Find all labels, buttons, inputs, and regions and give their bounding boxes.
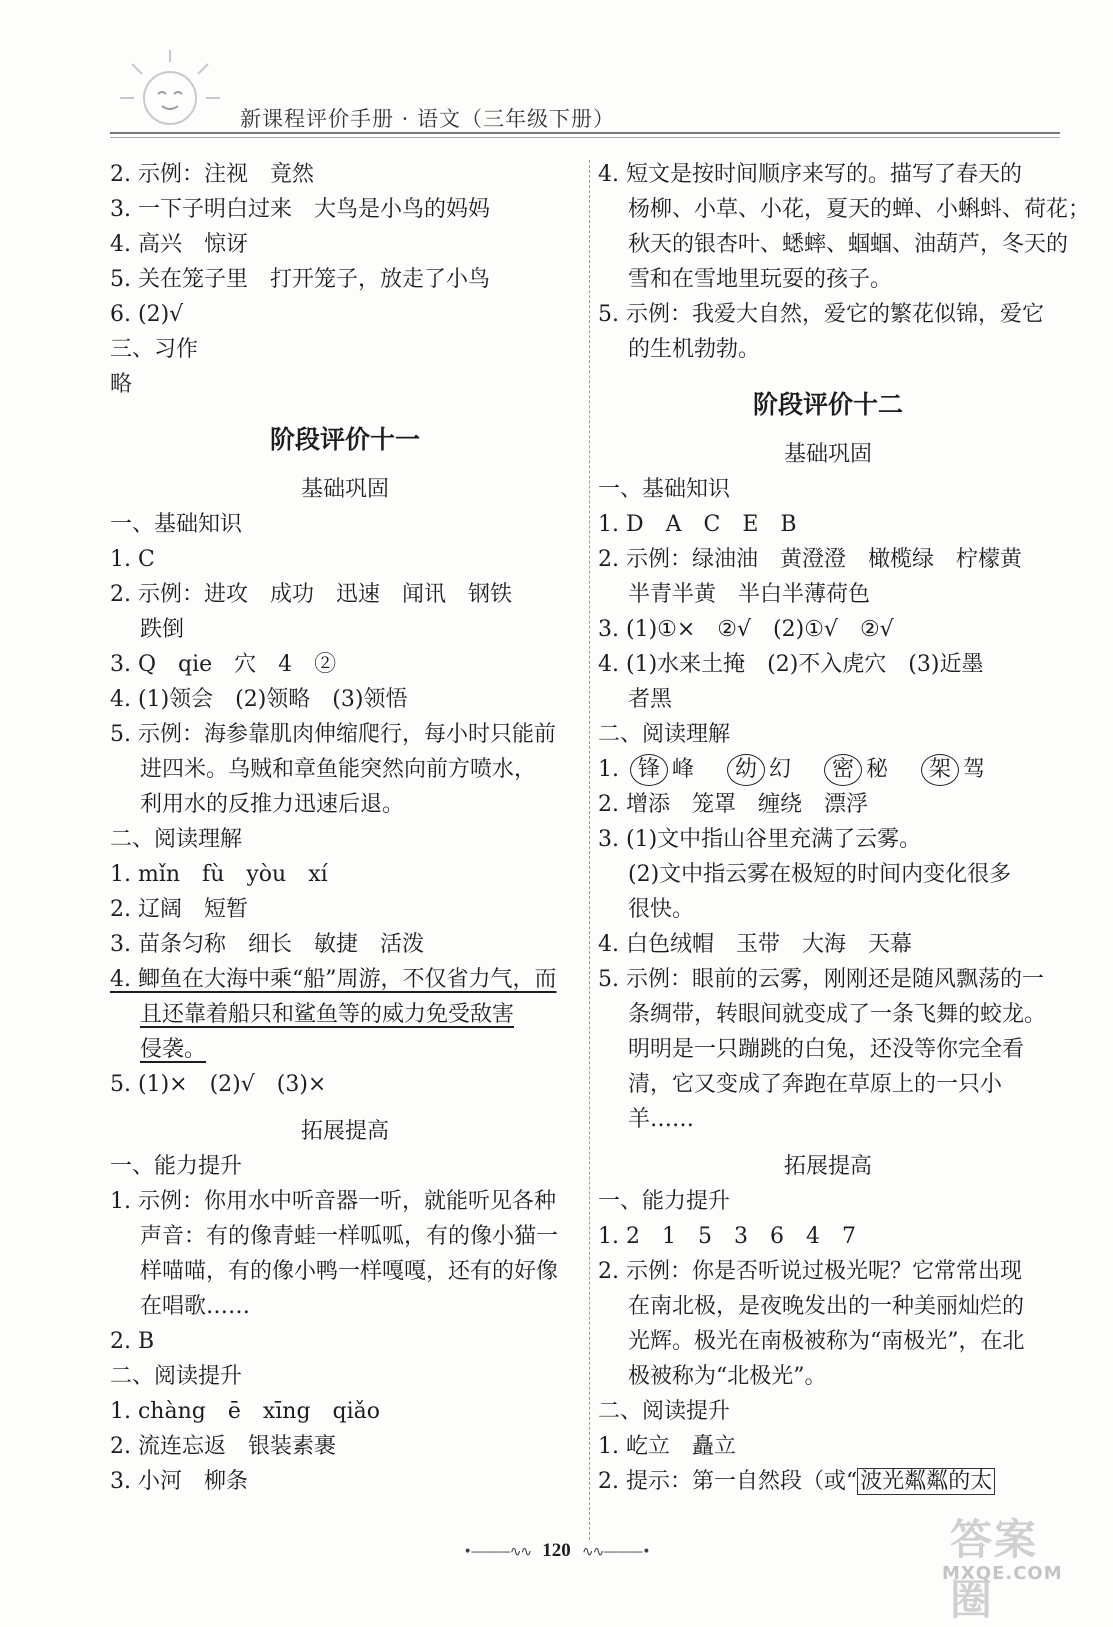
column-divider — [589, 160, 591, 1540]
watermark-logo: 答案圈 — [950, 1515, 1039, 1624]
answer-line: 进四米。乌贼和章鱼能突然向前方喷水， — [140, 757, 537, 782]
answer-line: 2. 辽阔 短暂 — [110, 897, 248, 922]
answer-line: 明明是一只蹦跳的白兔，还没等你完全看 — [628, 1037, 1025, 1062]
answer-line: 羊…… — [628, 1107, 695, 1132]
answer-line: 3. Q qie 穴 4 ② — [110, 652, 337, 677]
subsection-title: 基础巩固 — [300, 477, 389, 502]
circled-char: 锋 — [630, 754, 668, 786]
right-column — [598, 157, 1091, 1499]
answer-line: 2. B — [110, 1329, 155, 1354]
header-rule-thin — [110, 137, 1060, 138]
section-heading: 二、阅读提升 — [598, 1399, 731, 1424]
answer-line: 1. C — [110, 547, 155, 572]
answer-line: 2. 示例：你是否听说过极光呢？它常常出现 — [598, 1259, 1022, 1284]
circled-char: 架 — [921, 754, 959, 786]
paired-char: 秘 — [866, 757, 889, 782]
answer-line: 很快。 — [628, 897, 695, 922]
answer-line: 3. (1)文中指山谷里充满了云雾。 — [598, 827, 922, 852]
answer-line: 2. 示例：绿油油 黄澄澄 橄榄绿 柠檬黄 — [598, 547, 1022, 572]
answer-line: 5. 示例：我爱大自然，爱它的繁花似锦，爱它 — [598, 302, 1044, 327]
boxed-text: 波光粼粼的太 — [857, 1468, 995, 1495]
answer-line: 5. (1)× (2)√ (3)× — [110, 1072, 327, 1097]
paired-char: 驾 — [963, 757, 986, 782]
circled-pairs-line — [598, 752, 1058, 787]
paired-char: 幻 — [769, 757, 792, 782]
answer-line: 3. (1)①× ②√ (2)①√ ②√ — [598, 617, 894, 642]
section-heading: 二、阅读理解 — [110, 827, 243, 852]
answer-line: 样喵喵，有的像小鸭一样嘎嘎，还有的好像 — [140, 1259, 559, 1284]
answer-line: (2)文中指云雾在极短的时间内变化很多 — [628, 862, 1012, 887]
answer-line: 清，它又变成了奔跑在草原上的一只小 — [628, 1072, 1003, 1097]
sun-icon — [112, 40, 232, 130]
page-header — [0, 0, 1113, 140]
answer-line: 跌倒 — [140, 617, 185, 642]
ornament-left: •———∿∿ — [463, 1544, 532, 1560]
answer-line: 4. 鲫鱼在大海中乘“船”周游，不仅省力气，而 — [110, 967, 557, 992]
answer-line: 1. 屹立 矗立 — [598, 1434, 736, 1459]
subsection-title: 拓展提高 — [300, 1119, 389, 1144]
answer-line: 2. 流连忘返 银装素裹 — [110, 1434, 336, 1459]
answer-line: 4. (1)水来土掩 (2)不入虎穴 (3)近墨 — [598, 652, 984, 677]
answer-line: 2. 示例：进攻 成功 迅速 闻讯 钢铁 — [110, 582, 512, 607]
answer-line: 4. (1)领会 (2)领略 (3)领悟 — [110, 687, 408, 712]
answer-line: 1. mǐn fù yòu xí — [110, 862, 328, 887]
answer-line: 雪和在雪地里玩耍的孩子。 — [628, 267, 893, 292]
answer-line: 2. 示例：注视 竟然 — [110, 162, 314, 187]
answer-line: 在唱歌…… — [140, 1294, 251, 1319]
watermark-text: MXQE.COM — [942, 1563, 1063, 1584]
left-column — [110, 157, 580, 1499]
answer-text: 2. 提示：第一自然段（或“ — [598, 1469, 858, 1494]
answer-line: 光辉。极光在南极被称为“南极光”，在北 — [628, 1329, 1025, 1354]
watermark — [930, 1505, 1080, 1624]
answer-line: 5. 示例：海参靠肌肉伸缩爬行，每小时只能前 — [110, 722, 556, 747]
answer-line: 利用水的反推力迅速后退。 — [140, 792, 405, 817]
answer-line: 秋天的银杏叶、蟋蟀、蝈蝈、油葫芦，冬天的 — [628, 232, 1069, 257]
header-title: 新课程评价手册 · 语文（三年级下册） — [240, 107, 616, 131]
answer-line: 且还靠着船只和鲨鱼等的威力免受敌害 — [140, 1002, 515, 1027]
answer-line: 1. chàng ē xīng qiǎo — [110, 1399, 381, 1424]
circled-char: 幼 — [727, 754, 765, 786]
answer-line: 5. 示例：眼前的云雾，刚刚还是随风飘荡的一 — [598, 967, 1044, 992]
item-number: 1. — [598, 757, 619, 782]
answer-line: 略 — [110, 372, 133, 397]
circled-char: 密 — [824, 754, 862, 786]
unit-title: 阶段评价十一 — [269, 425, 420, 454]
section-heading: 一、基础知识 — [598, 477, 731, 502]
answer-line: 半青半黄 半白半薄荷色 — [628, 582, 871, 607]
answer-line: 条绸带，转眼间就变成了一条飞舞的蛟龙。 — [628, 1002, 1047, 1027]
answer-line: 4. 高兴 惊讶 — [110, 232, 248, 257]
answer-line: 1. 示例：你用水中听音器一听，就能听见各种 — [110, 1189, 556, 1214]
answer-line: 5. 关在笼子里 打开笼子，放走了小鸟 — [110, 267, 490, 292]
answer-line: 在南北极，是夜晚发出的一种美丽灿烂的 — [628, 1294, 1025, 1319]
answer-line: 声音：有的像青蛙一样呱呱，有的像小猫一 — [140, 1224, 559, 1249]
section-heading: 一、能力提升 — [110, 1154, 243, 1179]
answer-line: 3. 苗条匀称 细长 敏捷 活泼 — [110, 932, 424, 957]
section-heading: 二、阅读提升 — [110, 1364, 243, 1389]
answer-line: 侵袭。 — [140, 1037, 207, 1062]
answer-line: 2. 增添 笼罩 缠绕 漂浮 — [598, 792, 868, 817]
header-rule — [110, 132, 1060, 134]
answer-line: 杨柳、小草、小花，夏天的蝉、小蝌蚪、荷花； — [628, 197, 1091, 222]
answer-line: 6. (2)√ — [110, 302, 184, 327]
answer-line: 极被称为“北极光”。 — [628, 1364, 827, 1389]
unit-title: 阶段评价十二 — [752, 390, 903, 419]
subsection-title: 基础巩固 — [783, 442, 872, 467]
answer-line: 3. 一下子明白过来 大鸟是小鸟的妈妈 — [110, 197, 490, 222]
section-heading: 一、能力提升 — [598, 1189, 731, 1214]
paired-char: 峰 — [672, 757, 695, 782]
answer-line: 1. D A C E B — [598, 512, 797, 537]
answer-line: 3. 小河 柳条 — [110, 1469, 248, 1494]
answer-line — [598, 1464, 1058, 1499]
page-number: 120 — [542, 1540, 571, 1561]
answer-line: 1. 2 1 5 3 6 4 7 — [598, 1224, 856, 1249]
section-heading: 一、基础知识 — [110, 512, 243, 537]
answer-line: 的生机勃勃。 — [628, 337, 761, 362]
section-heading: 二、阅读理解 — [598, 722, 731, 747]
answer-line: 4. 短文是按时间顺序来写的。描写了春天的 — [598, 162, 1022, 187]
answer-line: 4. 白色绒帽 玉带 大海 天幕 — [598, 932, 912, 957]
section-heading: 三、习作 — [110, 337, 199, 362]
ornament-right: ∿∿———• — [581, 1544, 650, 1560]
subsection-title: 拓展提高 — [783, 1154, 872, 1179]
answer-line: 者黑 — [628, 687, 673, 712]
